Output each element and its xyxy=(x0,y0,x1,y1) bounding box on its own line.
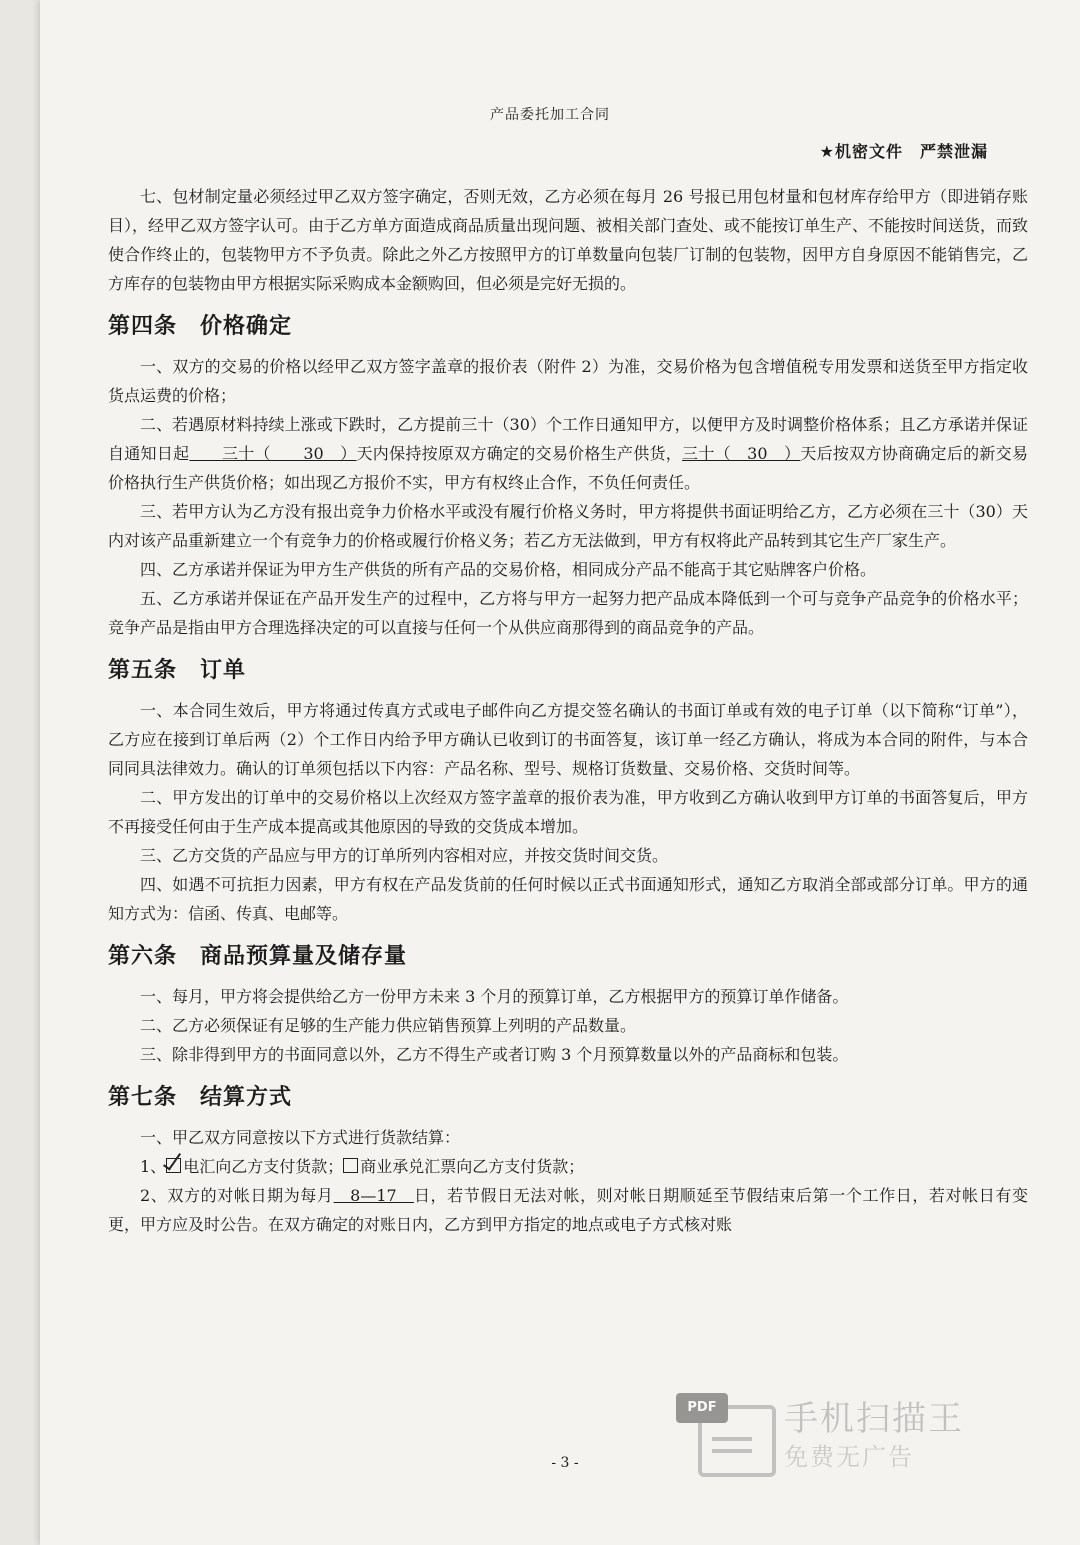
article-5-clause-2: 二、甲方发出的订单中的交易价格以上次经双方签字盖章的报价表为准，甲方收到乙方确认收到甲方订单的书面答复后，甲方不再接受任何由于生产成本提高或其他原因的导致的交货成本增加。 xyxy=(108,788,1028,836)
article-4-clause-3: 三、若甲方认为乙方没有报出竞争力价格水平或没有履行价格义务时，甲方将提供书面证明给乙方，乙方必须在三十（30）天内对该产品重新建立一个有竞争力的价格或履行价格义务；若乙方无法做到，甲方有权将此产品转到其它生产厂家生产。 xyxy=(108,502,1028,550)
watermark-app-name: 手机扫描王 xyxy=(784,1399,964,1439)
document-title: 产品委托加工合同 xyxy=(490,107,610,123)
option-wire-transfer: 电汇向乙方支付货款； xyxy=(183,1157,344,1176)
confidential-label: ★机密文件 严禁泄漏 xyxy=(819,142,988,161)
clause-text: 天后按双方协商确定后的新交易价格执行生产供货价格；如出现乙方报价不实，甲方有权终止合作，不负任何责任。 xyxy=(108,444,1028,492)
clause-text: 日，若节假日无法对帐，则对帐日期顺延至节假结束后第一个工作日，若对帐日有变更，甲方应及时公告。在双方确定的对账日内，乙 xyxy=(108,1186,1028,1234)
article-5-heading: 第五条 订单 xyxy=(108,658,247,683)
filled-blank: 8—17 xyxy=(333,1186,414,1205)
clause-text: 2、双方的对帐日期为每月 xyxy=(140,1186,334,1205)
clause-7-packaging: 七、包材制定量必须经过甲乙双方签字确定，否则无效，乙方必须在每月 26 号报已用包材量和包材库存给甲方（即进销存账目），经甲乙双方签字认可。由于乙方单方面造成商品质量出现问题、被相关部门查处、或不能按订单生产、不能按时间送货，而致使合作终止的，包装物甲方不予负责。除此之外乙方按照甲方的订单数量向包装厂订制的包装物，因甲方自身原因不能销售完，乙方库存的包装物由甲方根据实际采购成本金额购回，但必须是完好无损的。 xyxy=(108,187,1029,293)
article-7-clause-2 xyxy=(108,1181,1028,1239)
filled-blank: 三十（ 30 ） xyxy=(189,444,357,463)
document-line xyxy=(712,1437,752,1441)
article-7-clause-1: 一、甲乙双方同意按以下方式进行货款结算： xyxy=(140,1128,461,1147)
article-7-heading: 第七条 结算方式 xyxy=(108,1085,293,1110)
article-5-clause-1: 一、本合同生效后，甲方将通过传真方式或电子邮件向乙方提交签名确认的书面订单或有效的电子订单（以下简称“订单”），乙方应在接到订单后两（2）个工作日内给予甲方确认已收到订的书面答复，该订单一经乙方确认，将成为本合同的附件，与本合同同具法律效力。确认的订单须包括以下内容：产品名称、型号、规格订货数量、交易价格、交货时间等。 xyxy=(108,701,1028,778)
clause-text: 1、 xyxy=(140,1157,167,1176)
article-4-clause-2 xyxy=(108,410,1028,497)
watermark-slogan: 免费无广告 xyxy=(784,1443,914,1471)
article-4-clause-1: 一、双方的交易的价格以经甲乙双方签字盖章的报价表（附件 2）为准，交易价格为包含增值税专用发票和送货至甲方指定收货点运费的价格； xyxy=(108,357,1028,405)
article-6-clause-1: 一、每月，甲方将会提供给乙方一份甲方未来 3 个月的预算订单，乙方根据甲方的预算订单作储备。 xyxy=(140,987,849,1006)
article-4-clause-4: 四、乙方承诺并保证为甲方生产供货的所有产品的交易价格，相同成分产品不能高于其它贴牌客户价格。 xyxy=(140,560,877,579)
article-7-payment-options xyxy=(108,1152,1028,1181)
empty-checkbox-icon xyxy=(343,1158,358,1173)
filled-blank: 三十（ 30 ） xyxy=(682,444,801,463)
checked-checkbox-icon xyxy=(166,1158,181,1173)
article-4-clause-5: 五、乙方承诺并保证在产品开发生产的过程中，乙方将与甲方一起努力把产品成本降低到一个可与竞争产品竞争的价格水平；竞争产品是指由甲方合理选择决定的可以直接与任何一个从供应商那得到的商品竞争的产品。 xyxy=(108,589,1028,637)
article-4-heading: 第四条 价格确定 xyxy=(108,314,293,339)
document-body xyxy=(108,182,1028,1239)
document-line xyxy=(712,1449,752,1453)
clause-text: 天内保持按原双方确定的交易价格生产供货， xyxy=(356,444,683,463)
option-commercial-bill: 商业承兑汇票向乙方支付货款； xyxy=(360,1157,585,1176)
clause-text: 二、若遇原材料持续上涨或下跌时，乙方提前三十（30）个工作日通知甲方，以便甲方及时调整价格体系；且乙方承诺并保证自通知日起 xyxy=(108,415,1028,463)
article-5-clause-4: 四、如遇不可抗拒力因素，甲方有权在产品发货前的任何时候以正式书面通知形式，通知乙方取消全部或部分订单。甲方的通知方式为：信函、传真、电邮等。 xyxy=(108,875,1028,923)
article-6-clause-3: 三、除非得到甲方的书面同意以外，乙方不得生产或者订购 3 个月预算数量以外的产品商标和包装。 xyxy=(140,1045,849,1064)
article-5-clause-3: 三、乙方交货的产品应与甲方的订单所列内容相对应，并按交货时间交货。 xyxy=(140,846,669,865)
article-6-clause-2: 二、乙方必须保证有足够的生产能力供应销售预算上列明的产品数量。 xyxy=(140,1016,637,1035)
article-6-heading: 第六条 商品预算量及储存量 xyxy=(108,944,408,969)
pdf-badge-icon: PDF xyxy=(676,1393,728,1423)
page-number: - 3 - xyxy=(551,1455,579,1471)
clause-text: 方到甲方指定的地点或电子方式核对账 xyxy=(460,1215,733,1234)
